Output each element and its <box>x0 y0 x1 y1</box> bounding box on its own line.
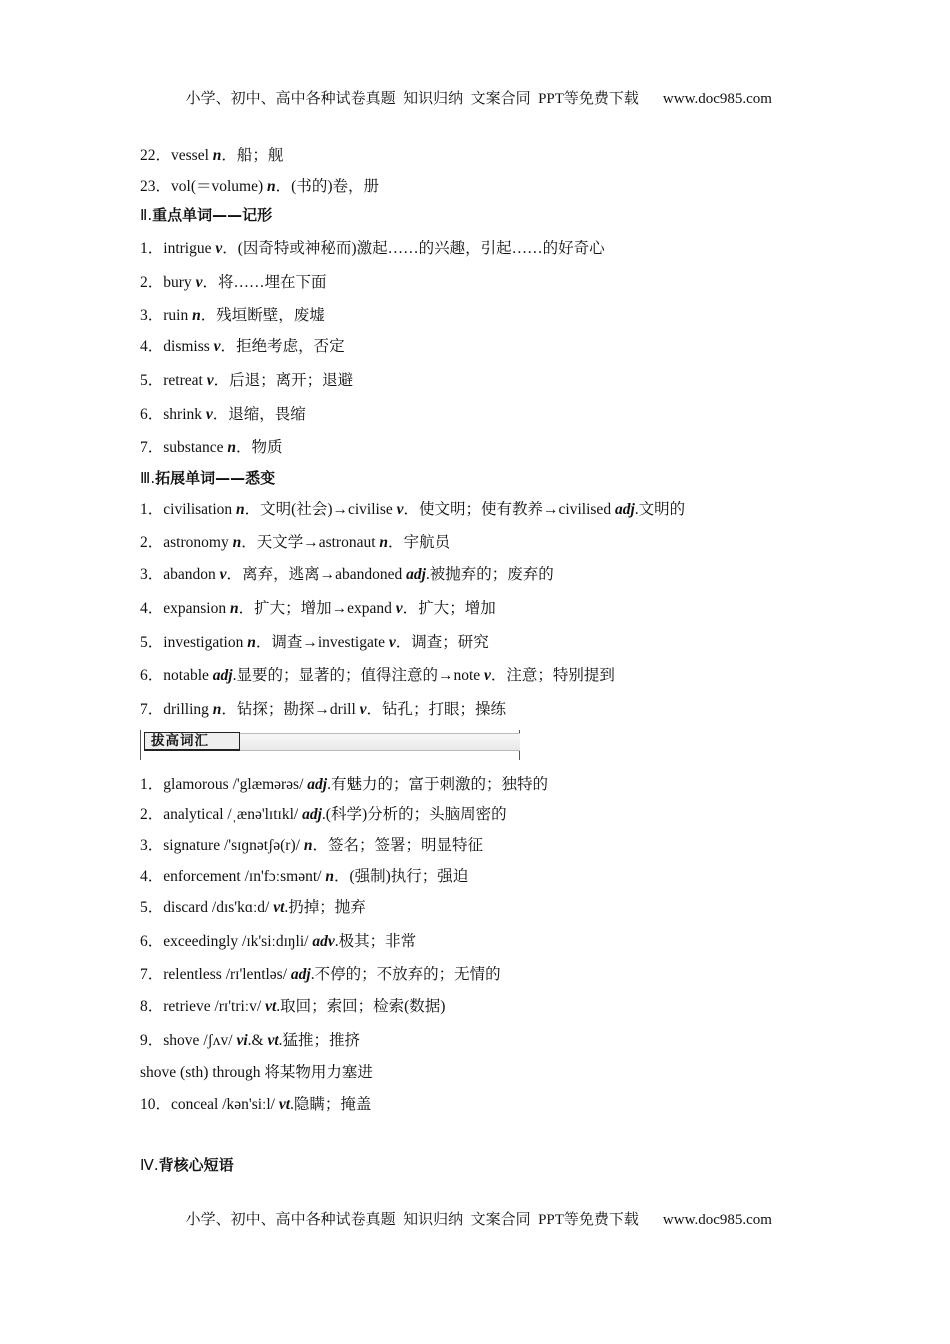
vocab-word: conceal <box>171 1096 219 1113</box>
separator: ． <box>221 701 237 718</box>
phonetic: /rɪ'triːv/ <box>214 998 262 1015</box>
item-number: 7． <box>140 966 164 983</box>
item-number: 3． <box>140 837 164 854</box>
separator: ． <box>200 307 217 324</box>
item-number: 5． <box>140 634 164 651</box>
separator: . <box>321 806 326 823</box>
part-of-speech: vi <box>236 1032 248 1049</box>
vocab-item <box>140 530 450 552</box>
meaning: 有魅力的；富于刺激的；独特的 <box>330 776 548 793</box>
separator: ． <box>402 600 419 617</box>
meaning: 被抛弃的；废弃的 <box>429 566 554 583</box>
item-number: 7． <box>140 439 164 456</box>
vocab-word: relentless <box>163 966 222 983</box>
meaning: (科学)分析的；头脑周密的 <box>325 806 507 823</box>
vocab-word: ruin <box>163 307 189 324</box>
meaning: 宇航员 <box>403 534 451 551</box>
vocab-item <box>140 270 326 292</box>
part-of-speech: n <box>212 701 222 718</box>
separator: .& <box>247 1032 268 1049</box>
vocab-word: bury <box>163 274 192 291</box>
part-of-speech: n <box>247 634 256 651</box>
meaning: 钻探；勘探→drill <box>236 701 356 718</box>
vocab-item <box>140 562 554 584</box>
meaning: 不停的；不放弃的；无情的 <box>314 966 501 983</box>
item-number: 6． <box>140 933 164 950</box>
item-number: 5． <box>140 372 164 389</box>
vocab-item <box>140 334 345 356</box>
phonetic: /ʃʌv/ <box>203 1032 233 1049</box>
meaning: 船；舰 <box>236 147 284 164</box>
separator: ． <box>222 240 238 257</box>
vocab-item <box>140 236 605 258</box>
meaning: (因奇特或神秘而)激起……的兴趣，引起……的好奇心 <box>237 240 605 257</box>
vocab-word: exceedingly <box>163 933 239 950</box>
meaning: 文明的 <box>638 501 686 518</box>
separator: . <box>232 667 237 684</box>
meaning: 签名；签署；明显特征 <box>327 837 483 854</box>
phrase-text: shove (sth) through 将某物用力塞进 <box>140 1064 373 1081</box>
item-number: 23． <box>140 178 172 195</box>
meaning: 调查；研究 <box>411 634 489 651</box>
item-number: 2． <box>140 274 164 291</box>
part-of-speech: n <box>267 178 276 195</box>
vocab-word: glamorous <box>163 776 229 793</box>
vocab-item <box>140 895 366 917</box>
section-title: 拓展单词——悉变 <box>155 469 276 487</box>
vocab-word: shove <box>163 1032 200 1049</box>
vocab-word: vessel <box>171 147 209 164</box>
vocab-item <box>140 1092 371 1114</box>
phonetic: /ˌænə'lɪtɪkl/ <box>227 806 299 823</box>
vocab-word: shrink <box>163 406 203 423</box>
vocab-word: astronomy <box>163 534 229 551</box>
item-number: 1． <box>140 501 164 518</box>
separator: . <box>327 776 331 793</box>
section-box-title <box>140 730 520 760</box>
vocab-word: expansion <box>163 600 227 617</box>
section-title: 重点单词——记形 <box>152 206 273 224</box>
meaning: 取回；索回；检索(数据) <box>280 998 446 1015</box>
part-of-speech: n <box>227 439 237 456</box>
separator: ． <box>236 439 252 456</box>
item-number: 4． <box>140 338 164 355</box>
separator: . <box>290 1096 294 1113</box>
meaning: 扩大；增加→expand <box>254 600 392 617</box>
vocab-word: dismiss <box>163 338 210 355</box>
part-of-speech: v <box>484 667 491 684</box>
vocab-item <box>140 435 283 457</box>
meaning: 调查→investigate <box>271 634 386 651</box>
separator: . <box>334 933 339 950</box>
separator: . <box>278 1032 283 1049</box>
item-number: 6． <box>140 406 164 423</box>
section-heading <box>140 1154 234 1175</box>
meaning: 钻孔；打眼；操练 <box>382 701 507 718</box>
part-of-speech: n <box>325 868 334 885</box>
vocab-item <box>140 143 283 165</box>
part-of-speech: v <box>359 701 367 718</box>
meaning: 残垣断壁，废墟 <box>216 307 325 324</box>
separator: ． <box>220 338 237 355</box>
footer-text: 小学、初中、高中各种试卷真题 知识归纳 文案合同 PPT等免费下载 <box>185 1212 639 1228</box>
part-of-speech: n <box>212 147 222 164</box>
part-of-speech: adj <box>406 566 426 583</box>
separator: ． <box>255 634 272 651</box>
vocab-item <box>140 833 483 855</box>
part-of-speech: n <box>232 534 242 551</box>
part-of-speech: v <box>219 566 227 583</box>
vocab-item <box>140 802 507 824</box>
vocab-item <box>140 864 468 886</box>
separator: . <box>284 899 289 916</box>
vocab-word: discard <box>163 899 209 916</box>
vocab-item <box>140 962 501 984</box>
vocab-item <box>140 497 685 519</box>
part-of-speech: n <box>303 837 313 854</box>
vocab-word: abandon <box>163 566 216 583</box>
vocab-word: analytical <box>163 806 224 823</box>
separator: ． <box>212 406 229 423</box>
part-of-speech: v <box>395 600 403 617</box>
part-of-speech: vt <box>265 998 277 1015</box>
section-number: Ⅱ. <box>140 206 153 224</box>
separator: . <box>276 998 281 1015</box>
header-text: 小学、初中、高中各种试卷真题 知识归纳 文案合同 PPT等免费下载 <box>185 91 639 107</box>
section-number: Ⅳ. <box>140 1156 159 1174</box>
item-number: 1． <box>140 240 164 257</box>
vocab-item <box>140 697 506 719</box>
part-of-speech: v <box>388 634 396 651</box>
separator: ． <box>312 837 328 854</box>
meaning: 猛推；推挤 <box>282 1032 361 1049</box>
part-of-speech: v <box>213 338 221 355</box>
phonetic: /'sɪɡnətʃə(r)/ <box>223 837 300 854</box>
item-number: 10． <box>140 1096 172 1113</box>
box-title-label: 拔高词汇 <box>144 732 240 751</box>
meaning: 注意；特别提到 <box>506 667 615 684</box>
separator: ． <box>221 147 237 164</box>
part-of-speech: n <box>236 501 245 518</box>
meaning: (强制)执行；强迫 <box>349 868 469 885</box>
separator: ． <box>226 566 243 583</box>
separator: ． <box>238 600 255 617</box>
separator: . <box>310 966 315 983</box>
separator: ． <box>244 501 261 518</box>
part-of-speech: n <box>230 600 239 617</box>
item-number: 4． <box>140 868 164 885</box>
vocab-word: notable <box>163 667 209 684</box>
part-of-speech: adv <box>312 933 335 950</box>
phrase-line <box>140 1060 373 1082</box>
meaning: 离弃，逃离→abandoned <box>242 566 403 583</box>
phonetic: /kən'siːl/ <box>222 1096 275 1113</box>
item-number: 7． <box>140 701 164 718</box>
item-number: 5． <box>140 899 164 916</box>
meaning: 天文学→astronaut <box>256 534 376 551</box>
separator: ． <box>333 868 350 885</box>
phonetic: /dɪs'kɑːd/ <box>211 899 270 916</box>
separator: ． <box>275 178 292 195</box>
section-heading <box>140 467 275 488</box>
meaning: 使文明；使有教养→civilised <box>419 501 612 518</box>
part-of-speech: adj <box>212 667 233 684</box>
vocab-item <box>140 303 325 325</box>
item-number: 4． <box>140 600 164 617</box>
header-url: www.doc985.com <box>662 91 772 107</box>
part-of-speech: adj <box>290 966 311 983</box>
part-of-speech: vt <box>273 899 285 916</box>
vocab-item <box>140 402 306 424</box>
vocab-word: civilisation <box>163 501 233 518</box>
vocab-word: enforcement <box>163 868 241 885</box>
separator: ． <box>213 372 230 389</box>
item-number: 9． <box>140 1032 164 1049</box>
vocab-item <box>140 596 496 618</box>
meaning: 扩大；增加 <box>418 600 496 617</box>
vocab-word: investigation <box>163 634 244 651</box>
vocab-item <box>140 174 379 196</box>
phonetic: /'glæmərəs/ <box>232 776 304 793</box>
part-of-speech: v <box>396 501 404 518</box>
meaning: 隐瞒；掩盖 <box>293 1096 372 1113</box>
item-number: 3． <box>140 307 164 324</box>
meaning: 物质 <box>251 439 283 456</box>
vocab-word: retrieve <box>163 998 211 1015</box>
part-of-speech: adj <box>302 806 322 823</box>
part-of-speech: vt <box>278 1096 291 1113</box>
separator: ． <box>241 534 257 551</box>
part-of-speech: v <box>215 240 223 257</box>
separator: . <box>634 501 639 518</box>
item-number: 6． <box>140 667 164 684</box>
part-of-speech: v <box>195 274 203 291</box>
vocab-item <box>140 994 445 1016</box>
part-of-speech: v <box>205 406 213 423</box>
meaning: 扔掉；抛弃 <box>288 899 366 916</box>
part-of-speech: adj <box>307 776 328 793</box>
vocab-item <box>140 663 615 685</box>
separator: ． <box>490 667 507 684</box>
meaning: 显要的；显著的；值得注意的→note <box>236 667 481 684</box>
vocab-word: vol(＝volume) <box>171 178 264 195</box>
item-number: 2． <box>140 534 164 551</box>
meaning: 后退；离开；退避 <box>229 372 354 389</box>
vocab-item <box>140 929 416 951</box>
page-footer <box>0 1191 950 1229</box>
footer-url: www.doc985.com <box>662 1212 772 1228</box>
phonetic: /ɪk'siːdɪŋli/ <box>242 933 309 950</box>
vocab-item <box>140 368 353 390</box>
meaning: 极其；非常 <box>338 933 417 950</box>
vocab-item <box>140 630 489 652</box>
separator: . <box>425 566 430 583</box>
vocab-word: substance <box>163 439 224 456</box>
phonetic: /rɪ'lentləs/ <box>225 966 288 983</box>
meaning: 拒绝考虑，否定 <box>236 338 345 355</box>
vocab-word: drilling <box>163 701 209 718</box>
separator: ． <box>403 501 420 518</box>
item-number: 22． <box>140 147 172 164</box>
section-number: Ⅲ. <box>140 469 156 487</box>
part-of-speech: n <box>379 534 389 551</box>
item-number: 8． <box>140 998 164 1015</box>
item-number: 1． <box>140 776 164 793</box>
section-heading <box>140 204 272 225</box>
meaning: (书的)卷，册 <box>291 178 379 195</box>
part-of-speech: vt <box>267 1032 279 1049</box>
vocab-item <box>140 772 548 794</box>
section-title: 背核心短语 <box>158 1156 234 1174</box>
part-of-speech: n <box>192 307 201 324</box>
meaning: 文明(社会)→civilise <box>260 501 393 518</box>
separator: ． <box>202 274 218 291</box>
meaning: 退缩，畏缩 <box>228 406 306 423</box>
vocab-word: retreat <box>163 372 203 389</box>
separator: ． <box>388 534 404 551</box>
separator: ． <box>395 634 412 651</box>
part-of-speech: v <box>206 372 214 389</box>
item-number: 3． <box>140 566 164 583</box>
page-header <box>0 70 950 108</box>
part-of-speech: adj <box>614 501 635 518</box>
vocab-word: signature <box>163 837 221 854</box>
vocab-word: intrigue <box>163 240 212 257</box>
meaning: 将……埋在下面 <box>217 274 327 291</box>
item-number: 2． <box>140 806 164 823</box>
vocab-item <box>140 1028 360 1050</box>
separator: ． <box>366 701 383 718</box>
phonetic: /ɪn'fɔːsmənt/ <box>244 868 322 885</box>
